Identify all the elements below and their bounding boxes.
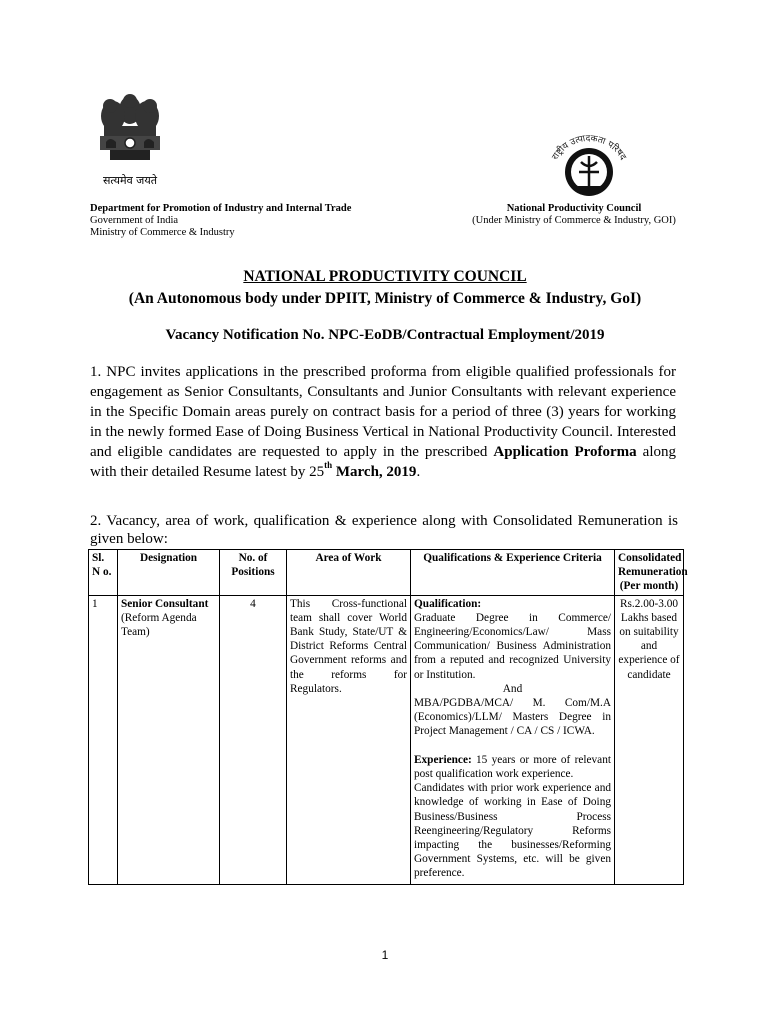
- header-sl: Sl. N o.: [89, 550, 118, 596]
- svg-text:राष्ट्रीय उत्पादकता परिषद: राष्ट्रीय उत्पादकता परिषद: [550, 133, 628, 162]
- header-qualifications: Qualifications & Experience Criteria: [411, 550, 615, 596]
- council-name: National Productivity Council: [506, 203, 642, 214]
- cell-positions: 4: [220, 595, 287, 884]
- department-name: Department for Promotion of Industry and Internal Trade: [90, 203, 352, 214]
- cell-area: This Cross-functional team shall cover World Bank Study, State/UT & District Reforms Central Government reforms and the reforms for Regulators.: [287, 595, 411, 884]
- paragraph-2: 2. Vacancy, area of work, qualification & experience along with Consolidated Remuneration is given below:: [90, 513, 678, 547]
- vacancy-notification-number: Vacancy Notification No. NPC-EoDB/Contractual Employment/2019: [165, 327, 605, 343]
- government-name: Government of India: [90, 215, 179, 226]
- header-right-block: [470, 203, 678, 227]
- table-header-row: [89, 550, 684, 596]
- page-number: 1: [381, 948, 389, 962]
- header-positions: No. of Positions: [220, 550, 287, 596]
- paragraph-1: 1. NPC invites applications in the prescribed proforma from eligible qualified professionals for engagement as Senior Consultants, Consultants and Junior Consultants with relevant experience in the Specific Domain areas purely on contract basis for a period of three (3) years for working in the newly formed Ease of Doing Business Vertical in National Productivity Council. Interested and eligible candidates are requested to apply in the prescribed Application Proforma along with their detailed Resume latest by 25th March, 2019.: [90, 364, 676, 480]
- cell-remuneration: Rs.2.00-3.00 Lakhs based on suitability and experience of candidate: [615, 595, 684, 884]
- cell-designation: Senior Consultant (Reform Agenda Team): [118, 595, 220, 884]
- ministry-name: Ministry of Commerce & Industry: [90, 227, 235, 238]
- vacancy-table: [88, 549, 688, 885]
- council-subtitle: (Under Ministry of Commerce & Industry, GOI): [472, 215, 676, 226]
- header-designation: Designation: [118, 550, 220, 596]
- header-remuneration: Consolidated Remuneration (Per month): [615, 550, 684, 596]
- table-row: [89, 595, 684, 884]
- document-title: NATIONAL PRODUCTIVITY COUNCIL: [243, 268, 527, 285]
- header-area: Area of Work: [287, 550, 411, 596]
- npc-logo: [538, 128, 640, 200]
- document-subtitle: (An Autonomous body under DPIIT, Ministry of Commerce & Industry, GoI): [128, 290, 642, 307]
- cell-qualifications: Qualification: Graduate Degree in Commerce/ Engineering/Economics/Law/ Mass Communication/ Business Administration from a reputed and recognized University or Institution. And MBA/PGDBA/MCA/ M. Com/M.A (Economics)/LLM/ Masters Degree in Project Management / CA / CS / ICWA. Experience: 15 years or more of relevant post qualification work experience. Candidates with prior work experience and knowledge of working in Ease of Doing Business/Business Process Reengineering/Regulatory Reforms impacting the businesses/Reforming Government Systems, etc. will be given preference.: [411, 595, 615, 884]
- national-emblem-logo: [88, 88, 172, 192]
- cell-sl: 1: [89, 595, 118, 884]
- header-left-block: [90, 203, 351, 239]
- svg-text:सत्यमेव जयते: सत्यमेव जयते: [102, 174, 158, 187]
